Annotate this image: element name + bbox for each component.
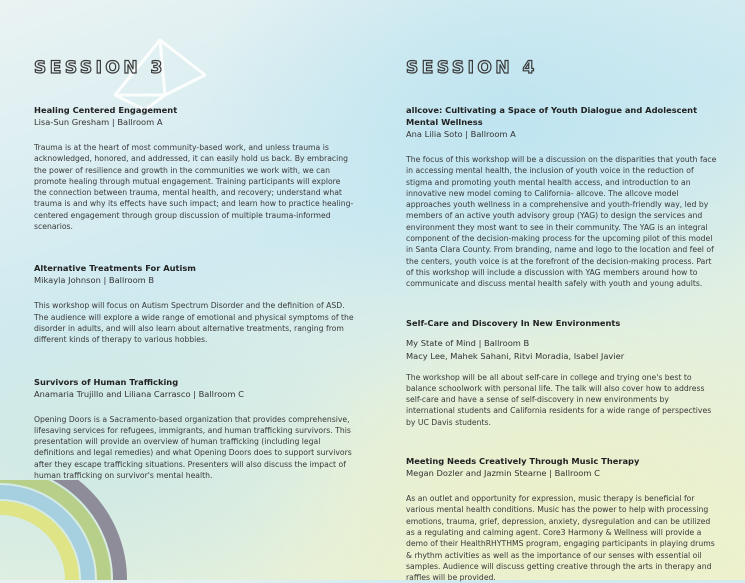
session-heading: SESSION 4: [406, 58, 538, 78]
workshop-item: [34, 262, 354, 345]
session-3-column: [34, 58, 354, 481]
workshop-description: Opening Doors is a Sacramento-based organization that provides comprehensive, lifesaving services for refugees, immigrants, and human trafficking survivors. This presentation will provide an overview of human trafficking (including legal definitions and legal remedies) and what Opening Doors does to support survivors after they escape trafficking situations. Presenters will also discuss the impact of human trafficking on survivor's mental health.: [34, 414, 352, 481]
workshop-item: [406, 317, 718, 428]
workshop-title: Healing Centered Engagement: [34, 105, 178, 115]
session-4-column: [406, 58, 718, 583]
workshop-description: This workshop will focus on Autism Spectrum Disorder and the definition of ASD. The audience will explore a wide range of emotional and physical symptoms of the disorder in adults, and will also learn about alternative treatments, ranging from different kinds of therapy to various hobbies.: [34, 301, 354, 345]
workshop-presenter: Megan Dozler and Jazmin Stearne | Ballroom C: [406, 468, 600, 479]
workshop-title: Self-Care and Discovery In New Environments: [406, 317, 621, 328]
workshop-item: [406, 104, 718, 290]
workshop-description: Trauma is at the heart of most community-based work, and unless trauma is acknowledged, honored, and addressed, it can easily hold us back. By embracing the power of resilience and growth in the communities we work with, we can promote healing through mutual engagement. Training participants will explore the connection between trauma, mental health, and recovery; understand what trauma is and why its effects have such impact; and learn how to practice healing-centered engagement through group discussion of multiple trauma-informed scenarios.: [34, 143, 354, 232]
workshop-presenter: My State of Mind | Ballroom B: [406, 337, 530, 348]
session-heading: SESSION 3: [34, 58, 166, 78]
workshop-title: Meeting Needs Creatively Through Music Therapy: [406, 456, 640, 467]
workshop-description: As an outlet and opportunity for expression, music therapy is beneficial for various mental health conditions. Music has the power to help with processing emotions, trauma, grief, depression, anxiety, dysregulation and can be utilized as a regulating and calming agent. Core3 Harmony & Wellness will provide a demo of their HealthRHYTHMS program, engaging participants in playing drums & rhythm activities as well as the importance of our senses with essential oil samples. Audience will discuss getting creative through the arts in therapy and raffles will be provided.: [406, 494, 715, 583]
rainbow-arc-illustration: [0, 480, 130, 580]
workshop-presenter: Anamaria Trujillo and Liliana Carrasco | Ballroom C: [34, 388, 244, 399]
workshop-title: Survivors of Human Trafficking: [34, 376, 179, 387]
workshop-presenter: Mikayla Johnson | Ballroom B: [34, 275, 155, 286]
workshop-description: The workshop will be all about self-care in college and trying one's best to balance schoolwork with personal life. The talk will also cover how to address self-care and have a sense of self-discovery in new environments by international students and California residents for a wide range of perspectives by UC Davis students.: [406, 372, 712, 427]
workshop-presenter: Lisa-Sun Gresham | Ballroom A: [34, 117, 163, 127]
workshop-item: [34, 104, 354, 232]
workshop-title: allcove: Cultivating a Space of Youth Dialogue and Adolescent Mental Wellness: [406, 105, 698, 127]
workshop-presenters-names: Macy Lee, Mahek Sahani, Ritvi Moradia, Isabel Javier: [406, 350, 625, 361]
workshop-description: The focus of this workshop will be a discussion on the disparities that youth face in accessing mental health, the inclusion of youth voice in the reduction of stigma and promoting youth mental health access, and introduction to an innovative new model coming to California- allcove. The allcove model approaches youth wellness in a comprehensive and youth-friendly way, led by members of an active youth advisory group (YAG) to design the services and environment they most want to see in their community. The YAG is an integral component of the decision-making process for the upcoming pilot of this model in Santa Clara County. From branding, name and logo to the location and feel of the centers, youth voice is at the forefront of the decision-making process. Part of this workshop will include a discussion with YAG members around how to communicate and discuss mental health safely with youth and young adults.: [406, 155, 717, 289]
workshop-title: Alternative Treatments For Autism: [34, 263, 196, 274]
workshop-item: [34, 376, 354, 482]
workshop-presenter: Ana Lilia Soto | Ballroom A: [406, 129, 516, 139]
workshop-item: [406, 455, 718, 583]
